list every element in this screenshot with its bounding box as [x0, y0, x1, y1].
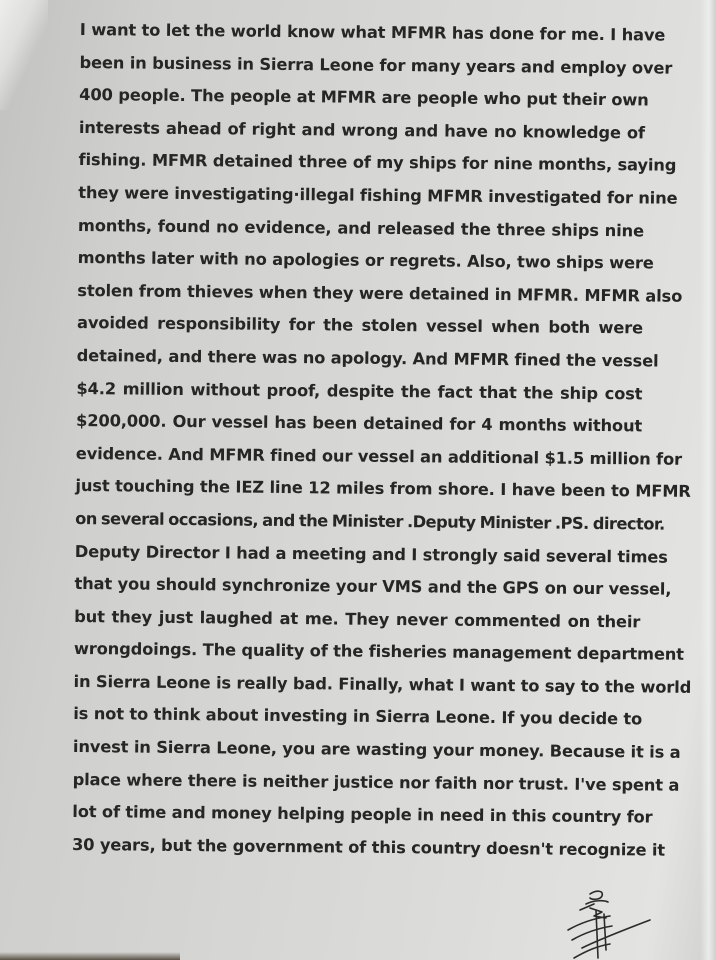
letter-line: interests ahead of right and wrong and have no knowledge of [78, 117, 645, 143]
letter-line: months later with no apologies or regrets. Also, two ships were [77, 248, 654, 273]
letter-line: invest in Sierra Leone, you are wasting your money. Because it is a [72, 737, 681, 762]
letter-line: $4.2 million without proof, despite the fact that the ship cost [76, 378, 643, 403]
letter-line: on several occasions, and the Minister .Deputy Minister .PS. director. [75, 508, 665, 534]
handwritten-signature [560, 888, 660, 960]
letter-line: 400 people. The people at MFMR are people who put their own [79, 85, 649, 110]
folded-corner [0, 0, 48, 110]
letter-line: stolen from thieves when they were detained in MFMR. MFMR also [77, 280, 683, 306]
letter-line: fishing. MFMR detained three of my ships for nine months, saying [78, 150, 677, 176]
letter-line: that you should synchronize your VMS and the GPS on our vessel, [74, 574, 672, 599]
letter-line: just touching the IEZ line 12 miles from shore. I have been to MFMR [75, 476, 691, 502]
letter-line: detained, and there was no apology. And MFMR fined the vessel [76, 345, 659, 371]
letter-line: been in business in Sierra Leone for many years and employ over [79, 52, 673, 78]
letter-line: evidence. And MFMR fined our vessel an additional $1.5 million for [75, 443, 683, 469]
letter-line: they were investigating·illegal fishing MFMR investigated for nine [78, 182, 678, 208]
paper-right-edge [700, 0, 716, 960]
letter-line: avoided responsibility for the stolen vessel when both were [76, 313, 644, 338]
letter-line: $200,000. Our vessel has been detained for 4 months without [76, 411, 643, 436]
letter-line: place where there is neither justice nor faith nor trust. I've spent a [72, 769, 680, 795]
letter-line: wrongdoings. The quality of the fisheries management department [73, 639, 684, 665]
letter-line: 30 years, but the government of this country doesn't recognize it [71, 834, 666, 860]
letter-line: I want to let the world know what MFMR has done for me. I have [79, 19, 666, 45]
letter-body [71, 14, 692, 867]
letter-line: in Sierra Leone is really bad. Finally, what I want to say to the world [73, 671, 692, 697]
letter-line: Deputy Director I had a meeting and I strongly said several times [74, 541, 668, 567]
letter-line: lot of time and money helping people in need in this country for [72, 802, 653, 827]
letter-line: but they just laughed at me. They never commented on their [74, 606, 641, 632]
bottom-edge-shadow [0, 952, 180, 960]
letter-line: months, found no evidence, and released the three ships nine [77, 215, 645, 240]
letter-line: is not to think about investing in Sierra Leone. If you decide to [73, 704, 643, 729]
